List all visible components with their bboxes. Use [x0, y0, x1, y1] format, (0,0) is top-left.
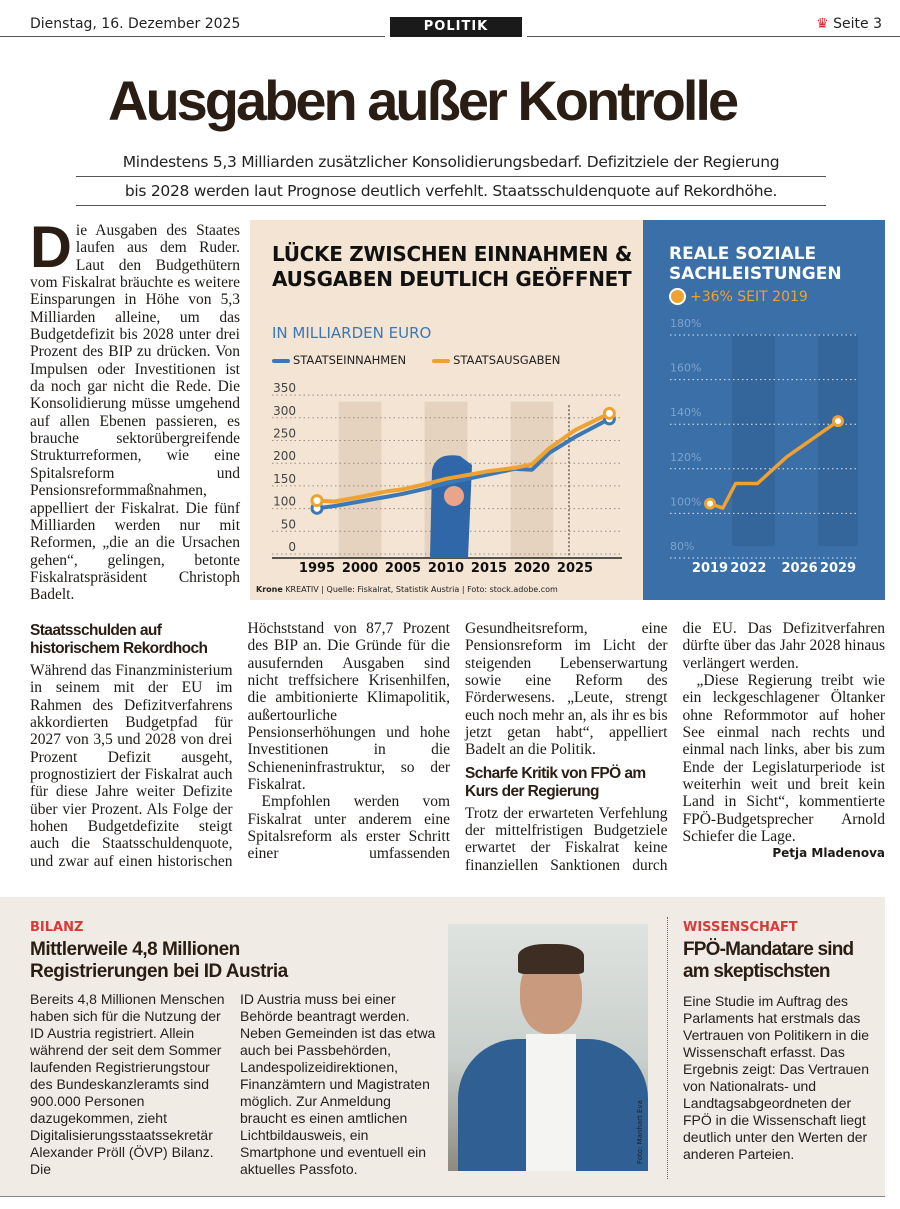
brand-suffix: KREATIV	[285, 585, 319, 594]
y-tick-label: 120%	[670, 450, 702, 464]
issue-date: Dienstag, 16. Dezember 2025	[30, 16, 241, 32]
y-tick-label: 80%	[670, 540, 695, 553]
brief-headline: FPÖ-Mandatare sind am skeptischsten	[683, 939, 854, 982]
source-text: Quelle: Fiskalrat, Statistik Austria | Foto: stock.adobe.com	[326, 585, 558, 594]
brand: Krone	[256, 585, 283, 594]
page-label: Seite 3	[833, 16, 882, 32]
x-tick-label: 2020	[513, 561, 551, 576]
page-number	[816, 16, 882, 32]
portrait-photo	[448, 924, 648, 1171]
x-tick-label: 2022	[730, 561, 767, 576]
news-brief-box	[0, 897, 885, 1197]
x-tick-label: 2019	[691, 561, 729, 576]
x-tick-label: 2029	[819, 561, 857, 576]
paragraph: Während das Finanzministerium in seinem mit der EU im Rahmen des Defizitverfahrens akkordierten Budgetpfad für 2027 von 3,5 und 2028 von drei Prozent Defizit ausgeht, prognostiziert der Fiskalrat auch für diese Jahre weiter Defizite über vier Prozent. Als Folge der hohen Budgetdefizite steigt auch die Staatsschuldenquote, und zwar auf einen historischen Höchststand von 87,7 Prozent des BIP an. Die Gründe für die ausufernden Ausgaben sind nicht treffsichere Krisenhilfen, die ambitionierte Klimapolitik, außertourliche Pensionserhöhungen und hohe Investitionen in die Schieneninfrastruktur, so der Fiskalrat.	[30, 620, 450, 870]
kicker: BILANZ	[30, 920, 84, 935]
brief-text: Eine Studie im Auftrag des Parlaments hat erstmals das Vertrauen von Politikern in die Wissenschaft erfasst. Das Ergebnis zeigt: Das Vertrauen von Nationalrats- und Landtagsabgeordneten der FPÖ in die Wissenschaft liegt deutlich unter den Werten der anderen Parteien.	[683, 993, 869, 1162]
y-tick-label: 250	[273, 426, 296, 441]
x-tick-label: 2005	[384, 561, 422, 576]
data-point	[834, 417, 843, 426]
chart-title: LÜCKE ZWISCHEN EINNAHMEN & AUSGABEN DEUTLICH GEÖFFNET	[272, 242, 632, 291]
x-tick-label: 2000	[341, 561, 379, 576]
chart-source: Krone KREATIV | Quelle: Fiskalrat, Statistik Austria | Foto: stock.adobe.com	[256, 585, 558, 594]
drop-cap: D	[30, 215, 72, 280]
paragraph: Empfohlen werden vom Fiskalrat unter anderem eine Spitalsreform als erster Schritt einer umfassenden Gesundheitsreform, eine Pensionsreform im Licht der steigenden Lebenserwartung sowie eine Reform des Förderwesens. „Leute, strengt euch noch mehr an, als ihr es bis jetzt getan habt“, appelliert Badelt an die Politik.	[247, 620, 668, 863]
photo-hair	[518, 944, 584, 974]
chart-title: REALE SOZIALE SACHLEISTUNGEN	[669, 244, 842, 284]
businessman-illustration	[430, 455, 472, 558]
paragraph: Trotz der erwarteten Verfehlung der mittelfristigen Budgetziele erwartet der Fiskalrat keine finanziellen Sanktionen durch die EU. Das Defizitverfahren dürfte über das Jahr 2028 hinaus verlängert werden.	[465, 620, 885, 874]
x-tick-label: 1995	[298, 561, 336, 576]
y-tick-label: 150	[273, 471, 296, 486]
subhead-line: Mindestens 5,3 Milliarden zusätzlicher Konsolidierungsbedarf. Defizitziele der Regierung	[76, 148, 826, 177]
chart-plot	[250, 220, 643, 600]
brief-headline: Mittlerweile 4,8 Millionen Registrierungen bei ID Austria	[30, 939, 288, 982]
y-tick-label: 300	[273, 403, 296, 418]
y-tick-label: 350	[273, 381, 296, 396]
article-columns	[30, 620, 885, 874]
crown-icon: ♛	[816, 16, 829, 32]
subhead-line: bis 2028 werden laut Prognose deutlich verfehlt. Staatsschuldenquote auf Rekordhöhe.	[76, 177, 826, 206]
brief-text: ID Austria muss bei einer Behörde beantragt werden. Neben Gemeinden ist das etwa auch bei Passbehörden, Landespolizeidirektionen, Finanzämtern und Magistraten möglich. Zur Anmeldung braucht es einen amtlichen Lichtbildausweis, ein Smartphone und eventuell ein aktuelles Passfoto.	[240, 991, 436, 1177]
businessman-head	[444, 486, 464, 506]
y-tick-label: 180%	[670, 317, 702, 330]
chart-subtitle: IN MILLIARDEN EURO	[272, 324, 432, 342]
legend-label: STAATSEINNAHMEN	[293, 353, 407, 367]
chart-band	[339, 402, 382, 558]
header-rule	[0, 36, 385, 37]
data-point	[604, 408, 614, 418]
y-tick-label: 100%	[670, 495, 702, 509]
chart-band	[732, 334, 775, 546]
annotation-text: +36% SEIT 2019	[690, 288, 808, 305]
y-tick-label: 160%	[670, 361, 702, 375]
paragraph: „Diese Regierung treibt wie ein leckgeschlagener Öltanker ohne Reformmotor auf hoher See einmal nach rechts und einmal nach links, aber bis zum Ende der Legislaturperiode ist weiterhin weit und breit kein Land in Sicht“, kommentierte FPÖ-Budgetsprecher Arnold Schiefer die Lage.	[682, 672, 885, 846]
author: Petja Mladenova	[772, 846, 885, 861]
photo-credit: Foto: Manhart Eva	[636, 1100, 644, 1164]
subheading: Scharfe Kritik von FPÖ am Kurs der Regierung	[465, 764, 646, 800]
kicker: WISSENSCHAFT	[683, 920, 798, 935]
x-tick-label: 2015	[470, 561, 508, 576]
x-tick-label: 2010	[427, 561, 465, 576]
legend-label: STAATSAUSGABEN	[453, 353, 561, 367]
y-tick-label: 100	[273, 494, 296, 509]
revenue-expense-chart	[250, 220, 643, 600]
section-label: POLITIK	[390, 17, 522, 37]
y-tick-label: 140%	[670, 406, 702, 420]
y-tick-label: 0	[288, 540, 296, 554]
y-tick-label: 50	[280, 517, 296, 532]
data-point	[706, 499, 715, 508]
paragraph: ie Ausgaben des Staates laufen aus dem Ruder. Laut den Budgethütern vom Fiskalrat bräuchte es weitere Einsparungen in Höhe von 5,3 Milliarden alleine, um das Budgetdefizit bis 2028 unter drei Prozent des BIP zu drücken. Von Impulsen oder Investitionen ist da noch gar nicht die Rede. Die Konsolidierung müsse umgehend auf allen Ebenen passieren, es brauche sektorübergreifende Strukturreformen, wie eine Spitalsreform und Pensionsreformmaßnahmen, appelliert der Fiskalrat. Die fünf Milliarden werden nur mit Reformen, „die an die Ursachen gehen“, gelingen, betonte Fiskalratspräsident Christoph Badelt.	[30, 222, 240, 604]
x-tick-label: 2026	[781, 561, 818, 576]
subheadline	[76, 148, 826, 206]
data-point	[312, 496, 322, 506]
social-benefits-chart	[643, 220, 885, 600]
brief-text: Bereits 4,8 Millionen Menschen haben sich für die Nutzung der ID Austria registriert. Allein während der seit dem Sommer laufenden Registrierungstour des Bundeskanzleramts sind 900.000 Personen dazugekommen, zieht Digitalisierungsstaatssekretär Alexander Pröll (ÖVP) Bilanz. Die	[30, 991, 225, 1177]
y-tick-label: 200	[273, 449, 296, 464]
chart-band	[818, 334, 858, 546]
box-divider	[667, 917, 668, 1179]
article-intro	[30, 215, 240, 604]
subheading: Staatsschulden auf historischem Rekordhoch	[30, 622, 208, 657]
photo-shirt	[526, 1034, 576, 1171]
chart-band	[511, 402, 554, 558]
header-rule	[527, 36, 900, 37]
chart-plot	[643, 220, 885, 600]
headline: Ausgaben außer Kontrolle	[108, 69, 737, 132]
x-tick-label: 2025	[556, 561, 594, 576]
